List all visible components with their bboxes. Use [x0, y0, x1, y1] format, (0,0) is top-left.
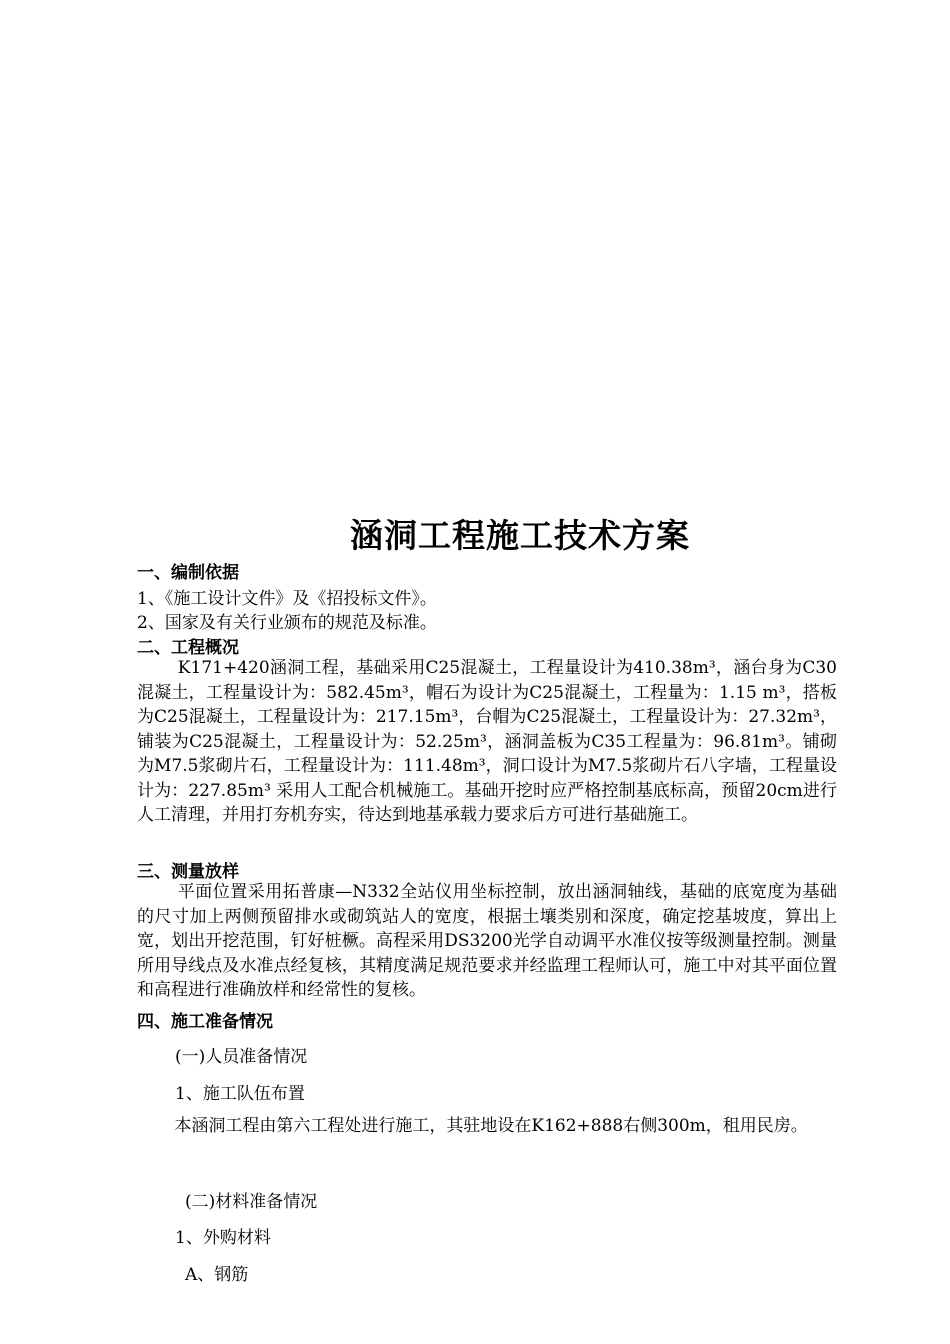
overview-paragraph: K171+420涵洞工程，基础采用C25混凝土，工程量设计为410.38m³，涵台身为C30混凝土，工程量设计为：582.45m³，帽石为设计为C25混凝土，工程量为：1.15 m³，搭板为C25混凝土，工程量设计为：217.15m³，台帽为C25混凝土，工程量设计为：27.32m³，铺装为C25混凝土，工程量设计为：52.25m³，涵洞盖板为C35工程量为：96.81m³。铺砌为M7.5浆砌片石，工程量设计为：111.48m³，洞口设计为M7.5浆砌片石八字墙，工程量设计为：227.85m³ 采用人工配合机械施工。基础开挖时应严格控制基底标高，预留20cm进行人工清理，并用打夯机夯实，待达到地基承载力要求后方可进行基础施工。	[137, 658, 837, 825]
section-heading-overview: 二、工程概况	[137, 638, 239, 658]
document-title: 涵洞工程施工技术方案	[350, 516, 690, 555]
survey-paragraph: 平面位置采用拓普康—N332全站仪用坐标控制，放出涵洞轴线，基础的底宽度为基础的尺寸加上两侧预留排水或砌筑站人的宽度，根据土壤类别和深度，确定挖基坡度，算出上宽，划出开挖范围，钉好桩橛。高程采用DS3200光学自动调平水准仪按等级测量控制。测量所用导线点及水准点经复核，其精度满足规范要求并经监理工程师认可，施工中对其平面位置和高程进行准确放样和经常性的复核。	[137, 882, 837, 1000]
section-heading-preparation: 四、施工准备情况	[137, 1012, 273, 1032]
materials-item-1: 1、外购材料	[175, 1228, 271, 1248]
materials-item-a: A、钢筋	[185, 1265, 249, 1285]
section-heading-basis: 一、编制依据	[137, 563, 239, 583]
basis-item-2: 2、国家及有关行业颁布的规范及标准。	[137, 613, 437, 633]
section-heading-survey: 三、测量放样	[137, 862, 239, 882]
subsection-personnel: (一)人员准备情况	[175, 1047, 308, 1067]
subsection-materials: (二)材料准备情况	[185, 1192, 318, 1212]
basis-item-1: 1、《施工设计文件》及《招投标文件》。	[137, 589, 437, 609]
personnel-item-1: 1、施工队伍布置	[175, 1084, 305, 1104]
personnel-paragraph: 本涵洞工程由第六工程处进行施工，其驻地设在K162+888右侧300m，租用民房。	[174, 1116, 808, 1136]
